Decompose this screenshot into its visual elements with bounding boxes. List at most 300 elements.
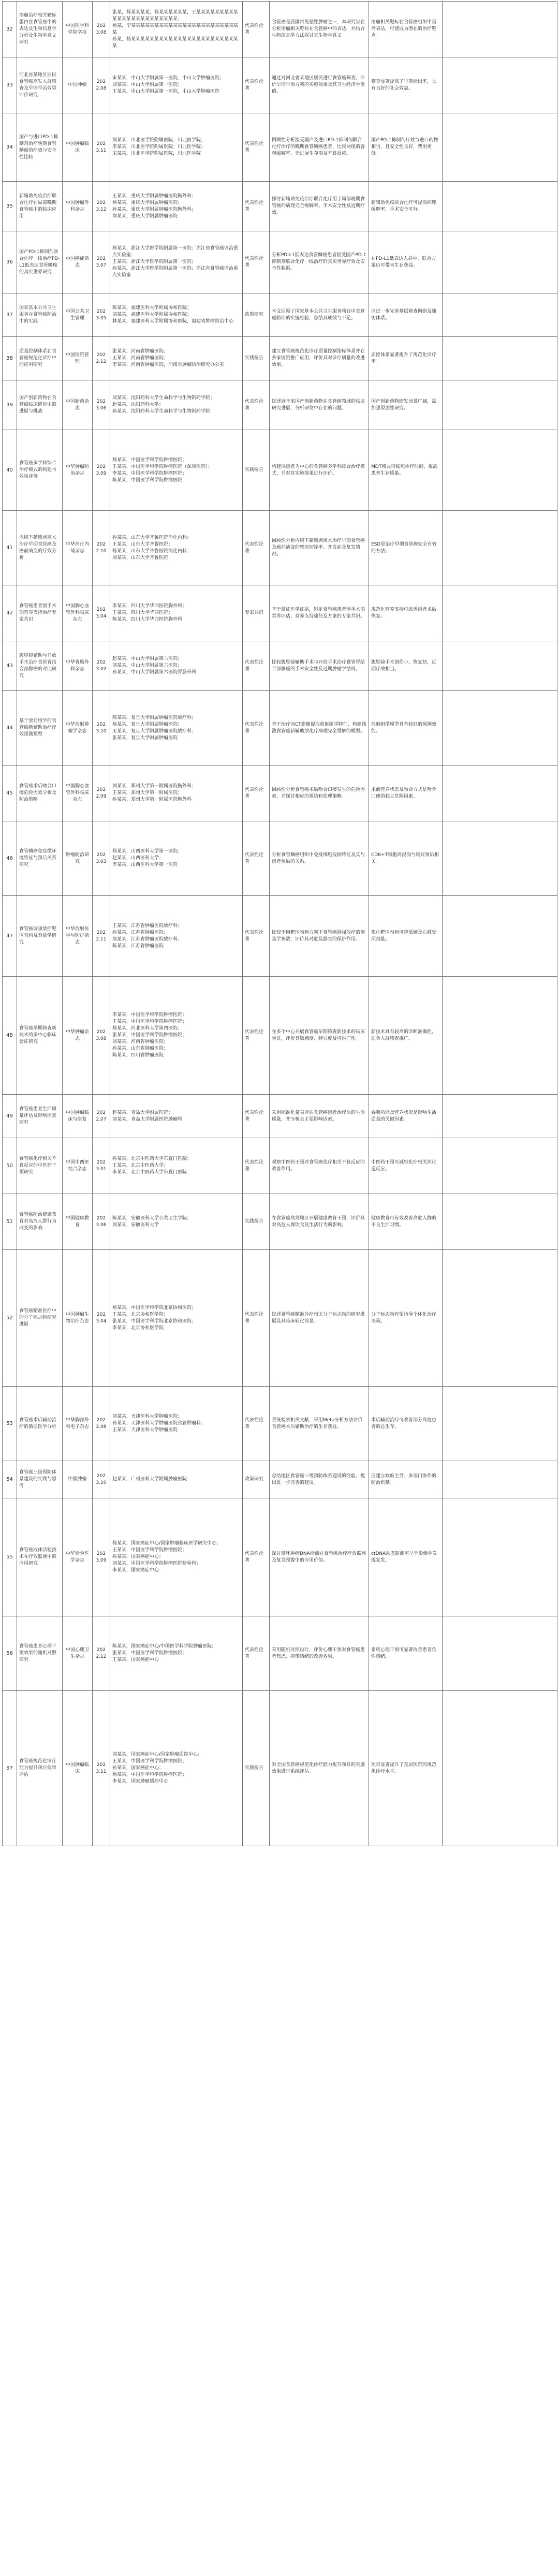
publication-date-cell [93,585,110,641]
empty-cell [443,896,557,977]
conclusion-text: 新技术具有较高的诊断准确性，适合人群筛查推广。 [371,1029,437,1041]
conclusion-text: 应建立政府主导、多部门协作的防治机制。 [371,1473,437,1485]
author-list-cell [110,231,243,293]
conclusion-text-cell [369,1138,443,1194]
author-list-cell [110,1616,243,1691]
abstract-text: 系统检索相关文献，采用Meta分析方法评价食管癌术后辅助治疗的生存获益。 [272,1417,363,1430]
conclusion-text: 溶瘤相关靶标在食管癌组织中呈高表达，可能成为潜在的治疗靶点。 [371,20,437,38]
abstract-text-cell [270,231,369,293]
article-title-cell [17,1387,63,1461]
author-list: 张某某，河南省肿瘤医院； 王某某，河南省肿瘤医院； 李某某，河南省肿瘤医院，河南省肿瘤防治研究办公室 [112,349,225,367]
row-number-cell [3,691,17,766]
table-row [3,1498,557,1616]
journal-name-cell [63,1250,93,1387]
conclusion-text-cell [369,1498,443,1616]
journal-name: 中国肿瘤外科杂志 [65,200,89,212]
empty-cell [443,977,557,1095]
row-number: 57 [6,1765,13,1771]
author-list-cell [110,1691,243,1846]
article-title: 国产与进口PD-1抑制剂治疗晚期食管鳞癌的疗效与安全性比较 [19,134,58,160]
row-number: 50 [6,1163,13,1169]
abstract-text-cell [270,182,369,231]
abstract-text: 总结地区食管癌三级预防体系建设的经验，提出进一步完善的建议。 [272,1473,365,1485]
empty-cell [443,231,557,293]
article-title-cell [17,641,63,691]
row-number: 42 [6,610,13,616]
article-title: 食管癌调强放疗靶区勾画及剂量学研究 [19,926,57,945]
publication-date-cell [93,766,110,821]
article-type: 代表性论著 [245,1029,264,1041]
publication-date: 2023.04 [96,1312,107,1324]
journal-name-cell [63,380,93,430]
empty-cell [443,113,557,182]
article-type-cell [243,1250,270,1387]
author-list: 杨某某，中国医学科学院北京协和医院； 王某某，北京协和医学院； 张某某，中国医学科学院北京协和医院； 李某某，北京协和医学院 [112,1305,197,1331]
article-title-cell [17,1250,63,1387]
article-type-cell [243,821,270,896]
empty-cell [443,766,557,821]
author-list: 赵某某，中山大学附属第六医院； 刘某某，中山大学附属第六医院； 孙某某，中山大学附属第六医院胃肠外科 [112,656,197,675]
row-number-cell [3,1616,17,1691]
author-list: 李某某，四川大学华西医院胸外科； 王某某，四川大学华西医院； 陈某某，四川大学华西医院胸外科 [112,603,187,622]
row-number: 46 [6,856,13,861]
article-title: 溶瘤治疗相关靶标蛋白在食管癌中的表达及生物信息学分析及生物学意义研究 [19,13,57,45]
author-list-cell [110,1194,243,1250]
article-title-cell [17,1138,63,1194]
abstract-text: 回顾性分析接受国产及进口PD-1抑制剂联合化疗治疗的晚期食管鳞癌患者，比较两组的客观缓解率、无进展生存期及不良反应。 [272,138,365,156]
journal-name: 中国肿瘤临床 [65,141,89,153]
article-type-cell [243,182,270,231]
article-title: 食管癌精准医疗中的分子标志物研究进展 [19,1308,57,1327]
article-title-cell [17,691,63,766]
article-type: 代表性论著 [245,79,264,91]
journal-name-cell [63,641,93,691]
publication-date: 2022.12 [96,1647,107,1659]
table-row [3,231,557,293]
conclusion-text-cell [369,1461,443,1498]
journal-name: 中国肿瘤 [68,82,87,87]
journal-name: 中国心理卫生杂志 [65,1647,89,1659]
article-title: 基于放射组学的食管癌新辅助治疗疗效预测模型 [19,718,57,737]
article-type: 专家共识 [245,610,264,615]
article-title-cell [17,337,63,380]
publication-date: 2023.11 [96,1762,107,1774]
table-row [3,1461,557,1498]
publication-date: 2023.03 [96,852,107,864]
document-page [2,1,557,2574]
abstract-text: 回顾性分析食管癌术后吻合口瘘发生的危险因素，并探讨相应的预防和处理策略。 [272,787,365,799]
conclusion-text: 项目显著提升了基层医院的规范化诊疗水平。 [371,1762,437,1774]
article-type: 代表性论著 [245,200,264,212]
conclusion-text: 质控体系显著提升了规范化诊疗率。 [371,352,437,364]
conclusion-text-cell [369,231,443,293]
row-number: 36 [6,259,13,265]
row-number-cell [3,585,17,641]
abstract-text-cell [270,585,369,641]
abstract-text-cell [270,1250,369,1387]
author-list: 刘某某，川北医学院附属医院；川北医学院； 李某某，川北医学院附属医院；川北医学院； 宋某某，川北医学院附属医院，川北医学院 [112,138,206,156]
row-number: 54 [6,1477,13,1482]
table-row [3,511,557,585]
conclusion-text-cell [369,57,443,113]
author-list: 张某，杨某某某某，杨某某某某某某，王某某某某某某某某某某某某某某某某某某某某某某某； 杨某，宁某某某某某某某某某某某某某某某某某某某某某某某某 孙某，杨某某某某某某某某某某某某某某某某某某某某某某某某 [112,9,239,49]
journal-name: 中华检验医学杂志 [65,1551,89,1563]
journal-name-cell [63,57,93,113]
publication-date-cell [93,821,110,896]
article-title: 质量控制体系在食管癌规范化诊疗中的应用研究 [19,349,57,367]
conclusion-text: 中医药干预可减轻化疗相关消化道反应。 [371,1159,437,1172]
abstract-text: 基于治疗前CT影像提取放射组学特征，构建预测食管癌新辅助放化疗病理完全缓解的模型。 [272,722,366,734]
author-list: 杨某某，中国医学科学院肿瘤医院； 王某某，中国医学科学院肿瘤医院（深圳医院）； 李某某，中国医学科学院肿瘤医院； 陈某某，中国医学科学院肿瘤医院 [112,457,213,483]
article-type-cell [243,1138,270,1194]
table-row [3,1616,557,1691]
article-type: 政策研究 [245,312,264,317]
row-number-cell [3,977,17,1095]
author-list: 陈某某，福建医科大学附属协和医院； 刘某某，福建医科大学附属协和医院； 林某某，福建医科大学附属协和医院，福建省肿瘤防治中心 [112,305,234,324]
article-type-cell [243,766,270,821]
abstract-text-cell [270,1194,369,1250]
publication-date: 2023.09 [96,1551,107,1563]
publication-date-cell [93,293,110,337]
journal-name-cell [63,691,93,766]
journal-name: 中国肿瘤 [68,1477,87,1482]
conclusion-text: 分子标志物有望指导个体化治疗决策。 [371,1312,437,1324]
abstract-text-cell [270,1498,369,1616]
abstract-text-cell [270,1095,369,1138]
article-title: 食管癌液体活检技术在疗效监测中的应用研究 [19,1548,57,1566]
table-row [3,1194,557,1250]
conclusion-text: 国产创新药物研发前景广阔，需加强原创性研究。 [371,399,437,411]
article-title-cell [17,113,63,182]
article-type-cell [243,57,270,113]
abstract-text-cell [270,337,369,380]
article-type: 代表性论著 [245,1110,264,1122]
table-row [3,2,557,57]
conclusion-text-cell [369,1691,443,1846]
article-type-cell [243,113,270,182]
publication-date-cell [93,1194,110,1250]
article-title: 食管癌术后吻合口瘘危险因素分析及防治策略 [19,784,57,802]
conclusion-text: 筛查显著提高了早期检出率，具有良好的社会效益。 [371,79,437,91]
publication-date-cell [93,1691,110,1846]
author-list-cell [110,57,243,113]
row-number-cell [3,2,17,57]
abstract-text: 比较不同靶区勾画方案下食管癌调强放疗的剂量学参数，评价其对危及器官的保护作用。 [272,930,365,942]
journal-name: 中国中西医结合杂志 [65,1159,89,1172]
publication-date: 2023.07 [96,256,107,268]
table-row [3,380,557,430]
row-number-cell [3,1461,17,1498]
abstract-text-cell [270,511,369,585]
article-type: 代表性论著 [245,23,264,35]
empty-cell [443,2,557,57]
table-row [3,1095,557,1138]
publication-date: 2023.10 [96,722,107,734]
publication-date-cell [93,430,110,511]
article-title-cell [17,1498,63,1616]
row-number: 55 [6,1554,13,1560]
table-row [3,691,557,766]
conclusion-text-cell [369,182,443,231]
conclusion-text: ctDNA动态监测可早于影像学发现复发。 [371,1551,437,1563]
publication-date: 2023.12 [96,200,107,212]
article-title-cell [17,896,63,977]
empty-cell [443,1461,557,1498]
row-number: 45 [6,790,13,796]
row-number: 47 [6,933,13,939]
empty-cell [443,182,557,231]
abstract-text: 食管癌是我国常见恶性肿瘤之一，本研究旨在分析溶瘤相关靶标在食管癌中的表达，并结合生物信息学方法探讨其生物学意义。 [272,20,365,38]
publication-date-cell [93,1250,110,1387]
article-type-cell [243,1461,270,1498]
author-list: 赵某某，广州医科大学附属肿瘤医院 [112,1477,187,1482]
row-number-cell [3,511,17,585]
abstract-text-cell [270,57,369,113]
journal-name-cell [63,766,93,821]
article-title: 食管癌化疗相关不良反应的中医药干预研究 [19,1156,57,1175]
journal-name: 中国健康教育 [65,1215,89,1228]
empty-cell [443,57,557,113]
article-type-cell [243,896,270,977]
conclusion-text: 应进一步完善基层筛查网络及随访体系。 [371,308,437,321]
journal-name: 中华放射医学与防护杂志 [65,926,89,945]
abstract-text-cell [270,766,369,821]
conclusion-text-cell [369,1194,443,1250]
empty-cell [443,641,557,691]
table-row [3,585,557,641]
publication-date-cell [93,977,110,1095]
publication-date: 2023.02 [96,659,107,672]
abstract-text: 在多个中心开展食管癌早期筛查新技术的临床验证，评价其敏感度、特异度及可推广性。 [272,1029,365,1041]
row-number: 34 [6,144,13,150]
author-list-cell [110,1095,243,1138]
publication-date-cell [93,113,110,182]
empty-cell [443,1138,557,1194]
article-type: 实践报告 [245,356,264,361]
journal-name: 中国医学科学院学报 [65,23,89,35]
empty-cell [443,380,557,430]
journal-name-cell [63,1194,93,1250]
conclusion-text-cell [369,511,443,585]
conclusion-text: 吞咽功能及营养状况是影响生活质量的关键因素。 [371,1110,437,1122]
abstract-text: 分析食管鳞癌组织中免疫细胞浸润特征及其与患者预后的关系。 [272,852,365,864]
empty-cell [443,337,557,380]
abstract-text: 对全国食管癌规范化诊疗能力提升项目的实施效果进行系统评估。 [272,1762,365,1774]
article-title: 国产创新药物在食管癌临床研究中的进展与挑战 [19,395,57,414]
journal-name: 中国胸心血管外科临床杂志 [65,784,89,802]
article-type-cell [243,1498,270,1616]
article-title-cell [17,1461,63,1498]
publication-date: 2023.05 [96,308,107,321]
author-list-cell [110,1387,243,1461]
article-type-cell [243,1616,270,1691]
article-title: 食管癌患者心理干预效果的随机对照研究 [19,1644,57,1662]
author-list-cell [110,430,243,511]
journal-name: 中华消化内镜杂志 [65,541,89,554]
article-type-cell [243,430,270,511]
publication-date: 2022.12 [96,352,107,364]
publication-date: 2022.07 [96,1110,107,1122]
author-list: 刘某某，天津医科大学肿瘤医院； 孙某某，天津医科大学肿瘤医院食管肿瘤科； 王某某，天津医科大学肿瘤医院 [112,1414,206,1433]
table-row [3,337,557,380]
conclusion-text-cell [369,691,443,766]
conclusion-text-cell [369,293,443,337]
author-list-cell [110,380,243,430]
abstract-text-cell [270,430,369,511]
article-title-cell [17,1616,63,1691]
author-list-cell [110,1250,243,1387]
row-number-cell [3,231,17,293]
author-list-cell [110,293,243,337]
table-row [3,1250,557,1387]
publication-date-cell [93,896,110,977]
article-type-cell [243,380,270,430]
conclusion-text-cell [369,1095,443,1138]
journal-name-cell [63,1498,93,1616]
table-row [3,641,557,691]
article-type: 代表性论著 [245,930,264,942]
publication-date: 2022.11 [96,930,107,942]
journal-name: 中华肿瘤杂志 [65,1029,89,1041]
author-list-cell [110,691,243,766]
abstract-text-cell [270,380,369,430]
conclusion-text-cell [369,585,443,641]
article-title-cell [17,1691,63,1846]
journal-name-cell [63,113,93,182]
article-title-cell [17,231,63,293]
row-number-cell [3,182,17,231]
author-list: 赵某某，青岛大学附属医院； 刘某某，青岛大学附属医院肿瘤科 [112,1110,183,1122]
table-row [3,113,557,182]
abstract-text-cell [270,1616,369,1691]
publication-date: 2023.09 [96,464,107,476]
abstract-text: 采用随机对照设计，评价心理干预对食管癌患者焦虑、抑郁情绪的改善效果。 [272,1647,365,1659]
article-type-cell [243,641,270,691]
publication-date-cell [93,641,110,691]
article-type: 政策研究 [245,1477,264,1482]
table-row [3,896,557,977]
abstract-text: 本文回顾了国家基本公共卫生服务项目中食管癌防治的实施经验，总结其成效与不足。 [272,308,365,321]
article-type: 实践报告 [245,467,264,473]
article-title: 食管癌规范化诊疗能力提升项目效果评估 [19,1759,57,1777]
author-list-cell [110,977,243,1095]
empty-cell [443,1095,557,1138]
publication-date: 2023.08 [96,23,107,35]
row-number: 51 [6,1219,13,1225]
conclusion-text-cell [369,641,443,691]
empty-cell [443,821,557,896]
publication-date: 2023.06 [96,1215,107,1228]
table-body [3,2,557,1846]
publication-date: 2022.10 [96,541,107,554]
journal-name: 中国癌症杂志 [65,256,89,268]
journal-name-cell [63,2,93,57]
conclusion-text: 在PD-L1低表达人群中，联合方案仍可带来生存获益。 [371,256,436,268]
conclusion-text: 优化靶区勾画可降低肺及心脏受照剂量。 [371,930,437,942]
article-type: 代表性论著 [245,852,264,864]
publication-date-cell [93,1095,110,1138]
article-title: 食管癌防治健康教育对高危人群行为改变的影响 [19,1212,57,1231]
author-list-cell [110,1498,243,1616]
row-number-cell [3,821,17,896]
row-number: 32 [6,26,13,32]
article-type-cell [243,511,270,585]
row-number-cell [3,1691,17,1846]
article-type-cell [243,1691,270,1846]
conclusion-text: 健康教育可有效改善高危人群的不良生活习惯。 [371,1215,437,1228]
table-row [3,1691,557,1846]
conclusion-text-cell [369,2,443,57]
row-number: 52 [6,1315,13,1321]
row-number: 49 [6,1113,13,1119]
article-title: 食管癌多学科综合治疗模式的构建与效果评价 [19,461,57,479]
article-title-cell [17,1095,63,1138]
conclusion-text-cell [369,896,443,977]
author-list: 孙某某，北京中医药大学东直门医院； 王某某，北京中医药大学； 李某某，北京中医药大学东直门医院 [112,1156,192,1175]
empty-cell [443,1194,557,1250]
article-title-cell [17,293,63,337]
abstract-text: 在食管癌高发地区开展健康教育干预，评价其对高危人群饮食及生活行为的影响。 [272,1215,365,1228]
author-list: 刘某某，郑州大学第一附属医院胸外科； 王某某，郑州大学第一附属医院； 孙某某，郑州大学第一附属医院胸外科 [112,784,197,802]
article-type-cell [243,293,270,337]
row-number: 33 [6,82,13,88]
publication-date: 2023.04 [96,607,107,619]
row-number-cell [3,896,17,977]
publication-date-cell [93,691,110,766]
article-type-cell [243,1194,270,1250]
article-title: 新辅助免疫治疗联合化疗在局部晚期食管癌中的临床应用 [19,193,57,219]
article-type: 实践报告 [245,1219,264,1224]
row-number: 35 [6,203,13,209]
publication-date: 2023.06 [96,399,107,411]
conclusion-text: 国产PD-1抑制剂疗效与进口药物相当，且安全性良好，费用更低。 [371,138,438,156]
publication-date: 2023.11 [96,141,107,153]
abstract-text: 采用标准化量表评估食管癌患者治疗后的生活质量，并分析其主要影响因素。 [272,1110,365,1122]
author-list-cell [110,182,243,231]
article-type: 代表性论著 [245,659,264,672]
conclusion-text: 系统心理干预可显著改善患者负性情绪。 [371,1647,437,1659]
author-list-cell [110,821,243,896]
article-title: 食管癌术后辅助治疗的循证医学分析 [19,1417,57,1430]
publication-date: 2023.10 [96,1473,107,1485]
conclusion-text: 放射组学模型具有较好的预测效能。 [371,722,437,734]
conclusion-text: CD8+T细胞高浸润与较好预后相关。 [371,852,439,864]
article-title-cell [17,430,63,511]
journal-name: 中华肿瘤防治杂志 [65,464,89,476]
journal-name: 中国胸心血管外科临床杂志 [65,603,89,622]
journal-name-cell [63,821,93,896]
row-number-cell [3,337,17,380]
article-title: 内镜下黏膜剥离术治疗早期食管癌及癌前病变的疗效分析 [19,535,57,561]
table-row [3,57,557,113]
author-list-cell [110,896,243,977]
row-number-cell [3,1250,17,1387]
journal-name-cell [63,231,93,293]
article-title-cell [17,57,63,113]
article-title: 腹腔镜辅助与开放手术治疗食管胃结合部腺癌的对比研究 [19,653,57,679]
abstract-text: 探讨循环肿瘤DNA检测在食管癌治疗疗效监测及复发预警中的应用价值。 [272,1551,366,1563]
article-title: 河北省某地区居民食管癌高发人群筛查及早诊早治效果评价研究 [19,72,57,98]
conclusion-text-cell [369,113,443,182]
journal-name-cell [63,977,93,1095]
journal-name: 中国肿瘤临床与康复 [65,1110,89,1122]
conclusion-text: 术前营养状态及吻合方式是吻合口瘘的独立危险因素。 [371,787,437,799]
conclusion-text-cell [369,821,443,896]
publication-date: 2022.08 [96,1417,107,1430]
row-number: 37 [6,312,13,318]
author-list: 陈某某，安徽医科大学公共卫生学院； 刘某某，安徽医科大学 [112,1215,192,1228]
journal-name-cell [63,1461,93,1498]
